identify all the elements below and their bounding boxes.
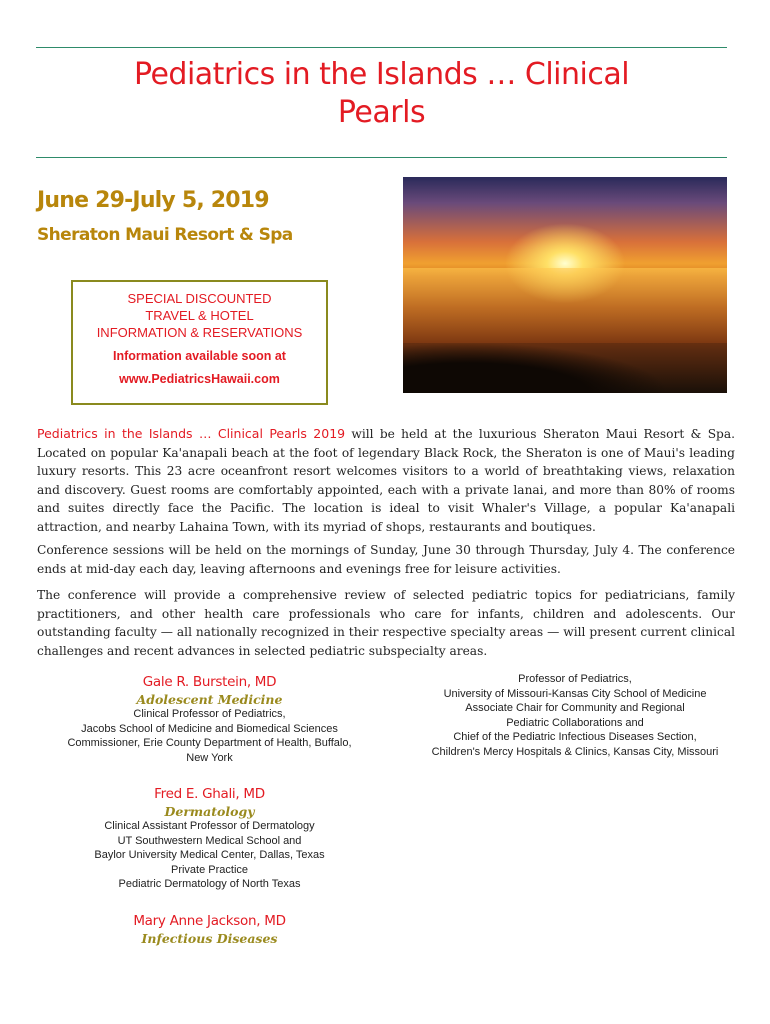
title-rule — [36, 157, 727, 158]
event-venue: Sheraton Maui Resort & Spa — [37, 225, 293, 245]
sunset-beach-photo — [403, 177, 727, 393]
faculty-line: University of Missouri-Kansas City School of Medicine — [443, 687, 707, 700]
faculty-specialty: Infectious Diseases — [141, 931, 278, 946]
intro-paragraph — [37, 425, 735, 536]
title-line-1: Pediatrics in the Islands … Clinical — [133, 57, 630, 92]
faculty-burstein — [37, 674, 382, 765]
faculty-specialty: Adolescent Medicine — [136, 692, 283, 707]
info-soon-text: Information available soon at — [113, 349, 286, 363]
faculty-line: Children's Mercy Hospitals & Clinics, Kansas City, Missouri — [431, 745, 719, 758]
faculty-specialty: Dermatology — [164, 804, 255, 819]
faculty-name: Gale R. Burstein, MD — [142, 674, 277, 690]
intro-text: will be held at the luxurious Sheraton Maui Resort & Spa. Located on popular Ka'anapali beach at the foot of legendary Black Rock, the Sheraton is one of Maui's leading luxury resorts. This 23 acre oceanfront resort welcomes visitors to a world of breathtaking views, relaxation and discovery. Guest rooms are comfortably appointed, each with a private lanai, and more than 80% of rooms and suites directly face the Pacific. The location is ideal to visit Whaler's Village, a popular Ka'anapali attraction, and nearby Lahaina Town, with its myriad of shops, restaurants and boutiques. — [37, 427, 735, 534]
faculty-line: Baylor University Medical Center, Dallas, Texas — [94, 849, 325, 862]
sessions-paragraph: Conference sessions will be held on the mornings of Sunday, June 30 through Thursday, July 4. The conference ends at mid-day each day, leaving afternoons and evenings free for leisure activities. — [37, 543, 735, 576]
travel-info-box — [71, 280, 328, 405]
faculty-line: Clinical Assistant Professor of Dermatology — [104, 820, 315, 832]
rock-layer — [403, 328, 727, 393]
event-dates: June 29-July 5, 2019 — [37, 188, 269, 213]
faculty-line: Commissioner, Erie County Department of Health, Buffalo, — [67, 737, 352, 750]
faculty-line: Professor of Pediatrics, — [518, 673, 632, 685]
travel-info-line-2: TRAVEL & HOTEL — [145, 308, 254, 323]
faculty-line: New York — [186, 751, 233, 764]
travel-info-line-3: INFORMATION & RESERVATIONS — [96, 325, 303, 340]
faculty-line: Pediatric Collaborations and — [506, 716, 644, 729]
faculty-line: Associate Chair for Community and Regional — [465, 702, 685, 715]
faculty-name: Mary Anne Jackson, MD — [133, 913, 286, 929]
page-title — [36, 56, 727, 132]
review-paragraph: The conference will provide a comprehensive review of selected pediatric topics for pediatricians, family practitioners, and other health care professionals who care for infants, children and adolescents. Our outstanding faculty — all nationally recognized in their respective specialty areas — will present current clinical challenges and recent advances in selected pediatric subspecialty areas. — [37, 588, 735, 658]
website-link[interactable]: www.PediatricsHawaii.com — [119, 372, 280, 386]
conference-name-highlight: Pediatrics in the Islands … Clinical Pearls 2019 — [37, 426, 346, 441]
title-line-2: Pearls — [337, 95, 426, 130]
travel-info-heading — [73, 290, 326, 341]
faculty-jackson-heading — [37, 913, 382, 946]
faculty-line: Private Practice — [170, 863, 249, 876]
faculty-line: Clinical Professor of Pediatrics, — [133, 708, 286, 720]
faculty-name: Fred E. Ghali, MD — [154, 786, 265, 802]
travel-info-line-1: SPECIAL DISCOUNTED — [127, 291, 272, 306]
faculty-jackson-details — [405, 672, 745, 760]
faculty-line: Chief of the Pediatric Infectious Diseases Section, — [453, 731, 697, 744]
faculty-line: UT Southwestern Medical School and — [117, 834, 302, 847]
top-rule — [36, 47, 727, 48]
faculty-ghali — [37, 786, 382, 892]
faculty-line: Jacobs School of Medicine and Biomedical Sciences — [81, 722, 338, 735]
faculty-line: Pediatric Dermatology of North Texas — [118, 878, 301, 891]
